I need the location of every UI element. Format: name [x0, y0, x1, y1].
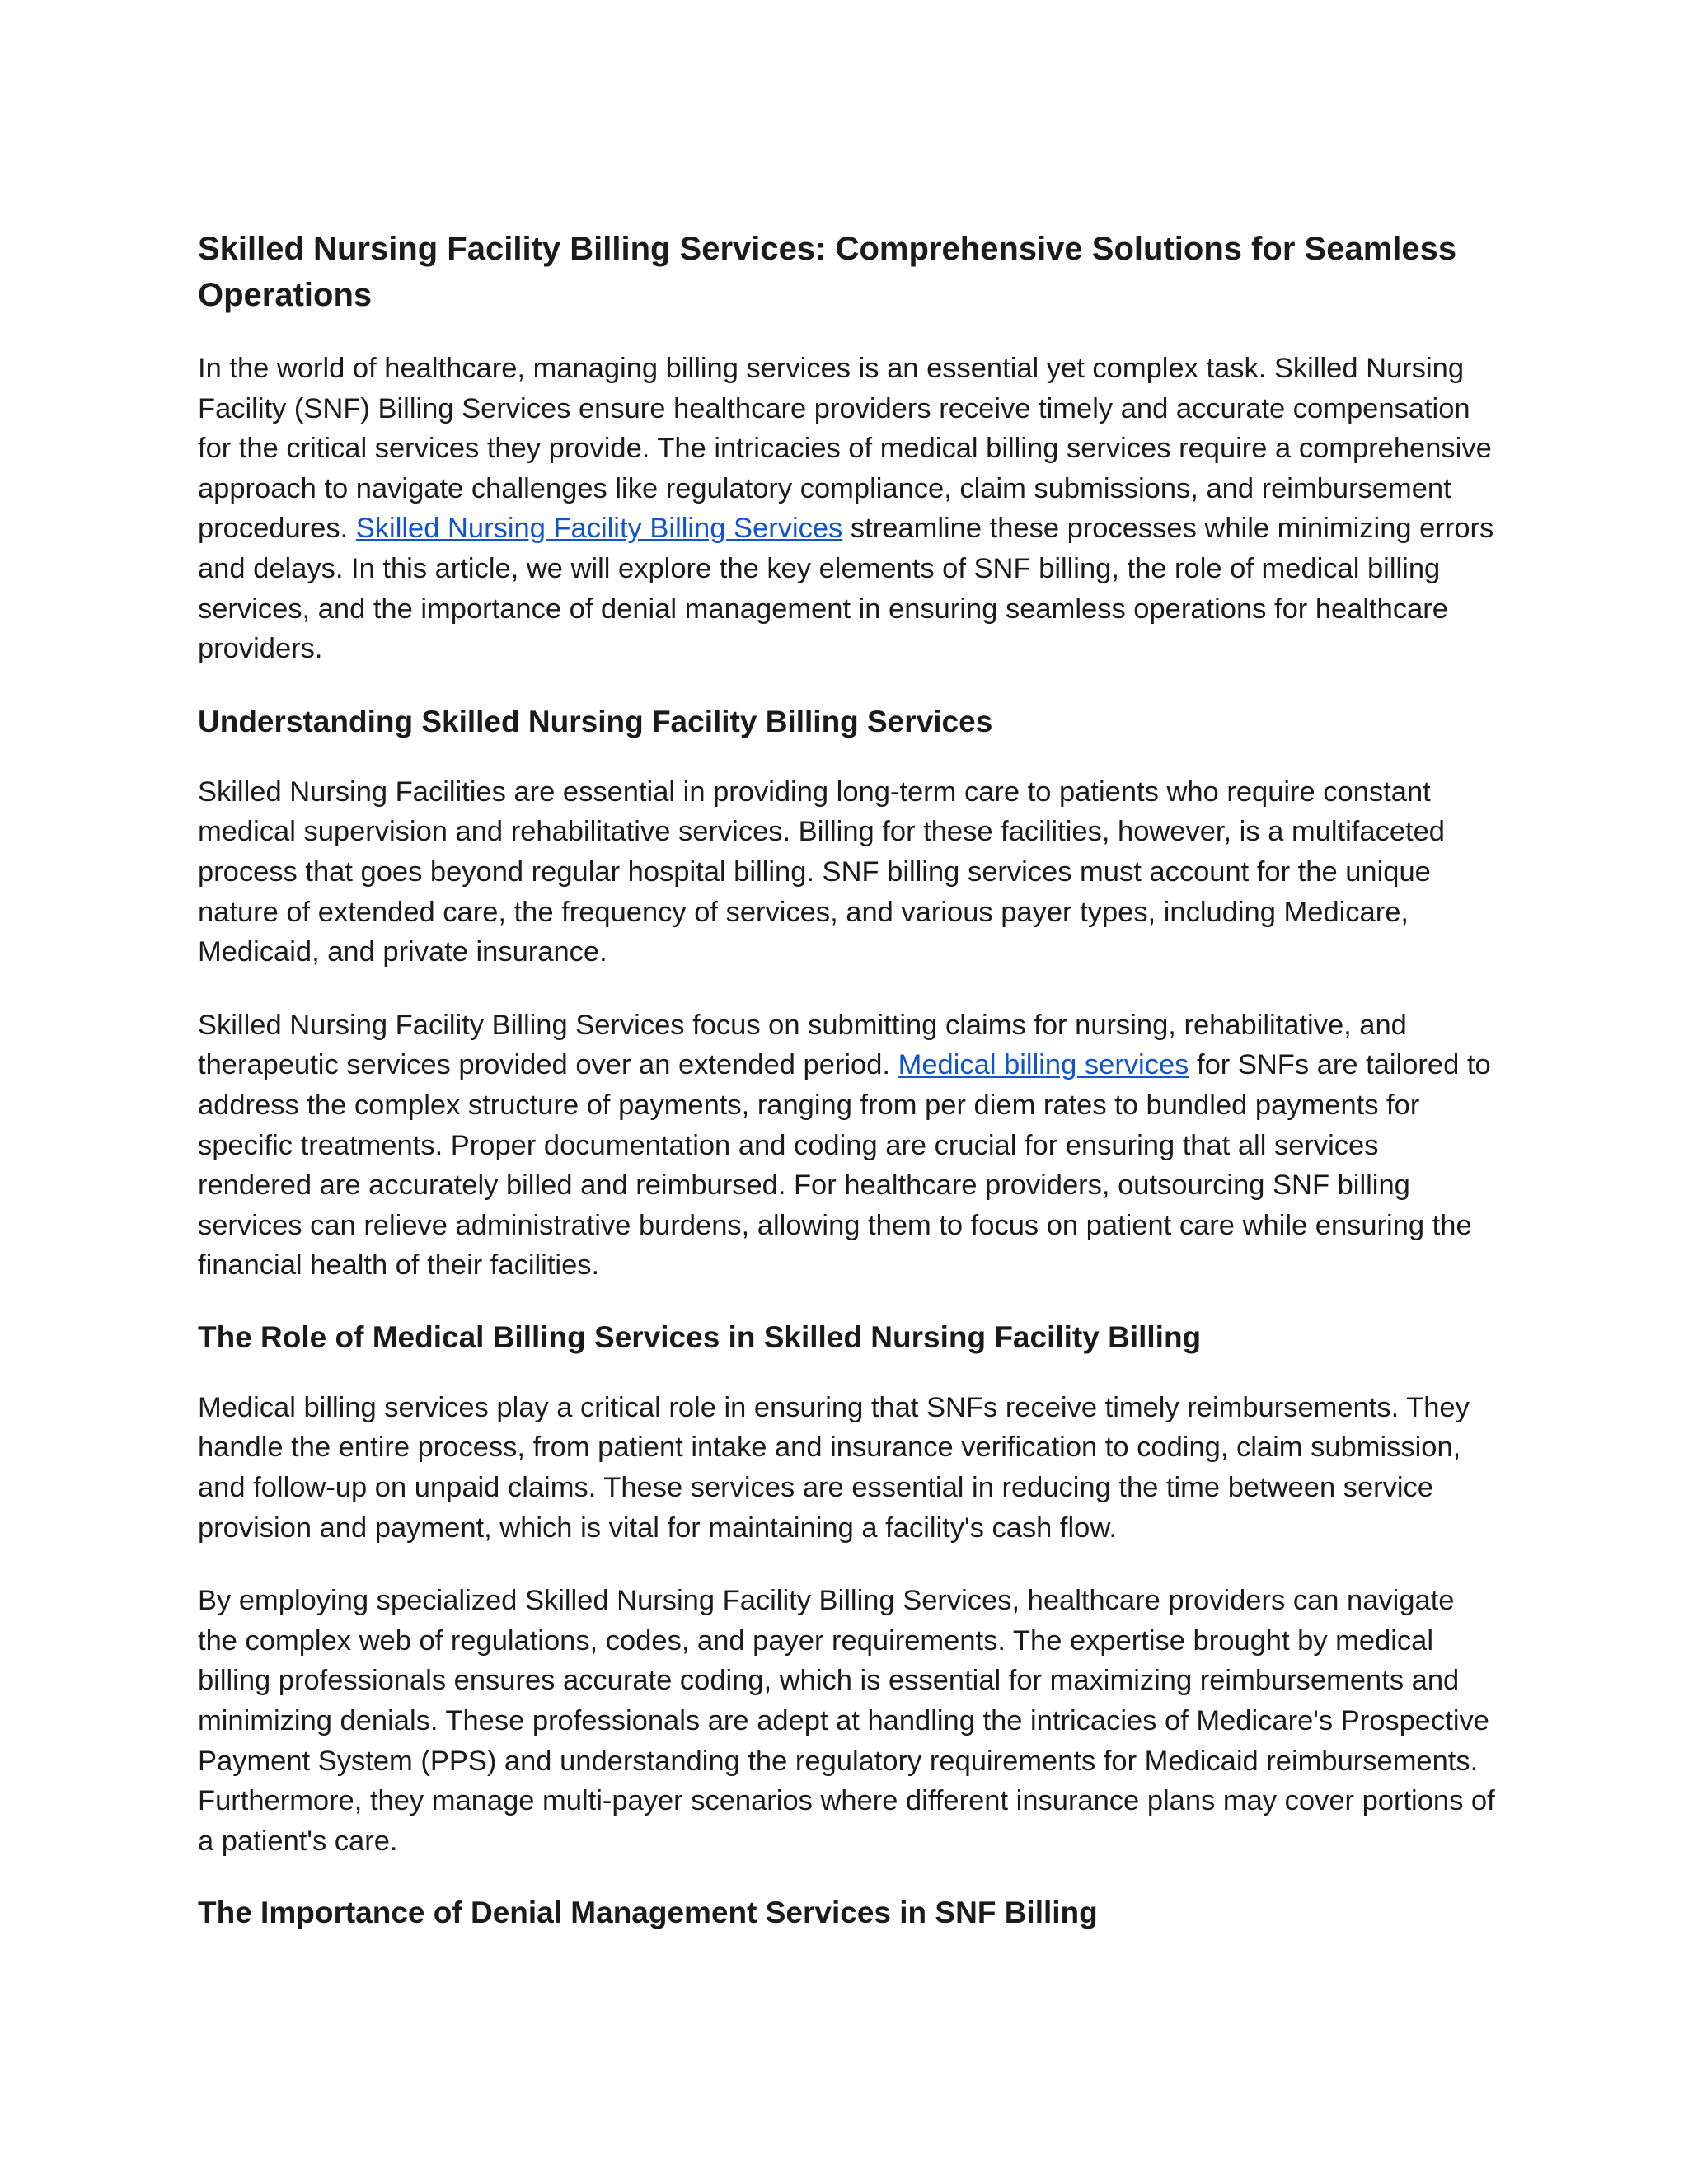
- section1-p2-text-start: Skilled Nursing Facility Billing Services focus on submitting claims for nursing, rehabilitative, and therapeutic services provided over an extended period.: [198, 1009, 1407, 1081]
- document-title: Skilled Nursing Facility Billing Services: Comprehensive Solutions for Seamless Operations: [198, 231, 1457, 313]
- snf-billing-services-link[interactable]: Skilled Nursing Facility Billing Services: [355, 513, 843, 545]
- intro-paragraph: [198, 349, 1500, 669]
- section1-paragraph-1: Skilled Nursing Facilities are essential in providing long-term care to patients who require constant medical supervision and rehabilitative services. Billing for these facilities, however, is a multifaceted process that goes beyond regular hospital billing. SNF billing services must account for the unique nature of extended care, the frequency of services, and various payer types, including Medicare, Medicaid, and private insurance.: [198, 776, 1445, 968]
- intro-text-end: streamline these processes while minimizing errors and delays. In this article, we will explore the key elements of SNF billing, the role of medical billing services, and the importance of denial management in ensuring seamless operations for healthcare providers.: [198, 513, 1494, 665]
- section-heading-understanding: Understanding Skilled Nursing Facility Billing Services: [198, 704, 993, 738]
- intro-text-start: In the world of healthcare, managing billing services is an essential yet complex task. Skilled Nursing Facility (SNF) Billing Services ensure healthcare providers receive timely and accurate compensation for the critical services they provide. The intricacies of medical billing services require a comprehensive approach to navigate challenges like regulatory compliance, claim submissions, and reimbursement procedures.: [198, 353, 1492, 545]
- section-heading-role: The Role of Medical Billing Services in Skilled Nursing Facility Billing: [198, 1319, 1202, 1354]
- section1-paragraph-2: [198, 1005, 1500, 1286]
- section-heading-denial-management: The Importance of Denial Management Services in SNF Billing: [198, 1896, 1098, 1930]
- medical-billing-services-link[interactable]: Medical billing services: [898, 1049, 1189, 1081]
- section1-p2-text-end: for SNFs are tailored to address the complex structure of payments, ranging from per diem rates to bundled payments for specific treatments. Proper documentation and coding are crucial for ensuring that all services rendered are accurately billed and reimbursed. For healthcare providers, outsourcing SNF billing services can relieve administrative burdens, allowing them to focus on patient care while ensuring the financial health of their facilities.: [198, 1049, 1491, 1282]
- section2-paragraph-2: By employing specialized Skilled Nursing Facility Billing Services, healthcare providers can navigate the complex web of regulations, codes, and payer requirements. The expertise brought by medical billing professionals ensures accurate coding, which is essential for maximizing reimbursements and minimizing denials. These professionals are adept at handling the intricacies of Medicare's Prospective Payment System (PPS) and understanding the regulatory requirements for Medicaid reimbursements. Furthermore, they manage multi-payer scenarios where different insurance plans may cover portions of a patient's care.: [198, 1585, 1495, 1857]
- section2-paragraph-1: Medical billing services play a critical role in ensuring that SNFs receive timely reimbursements. They handle the entire process, from patient intake and insurance verification to coding, claim submission, and follow-up on unpaid claims. These services are essential in reducing the time between service provision and payment, which is vital for maintaining a facility's cash flow.: [198, 1391, 1470, 1544]
- document-body: [198, 226, 1500, 1934]
